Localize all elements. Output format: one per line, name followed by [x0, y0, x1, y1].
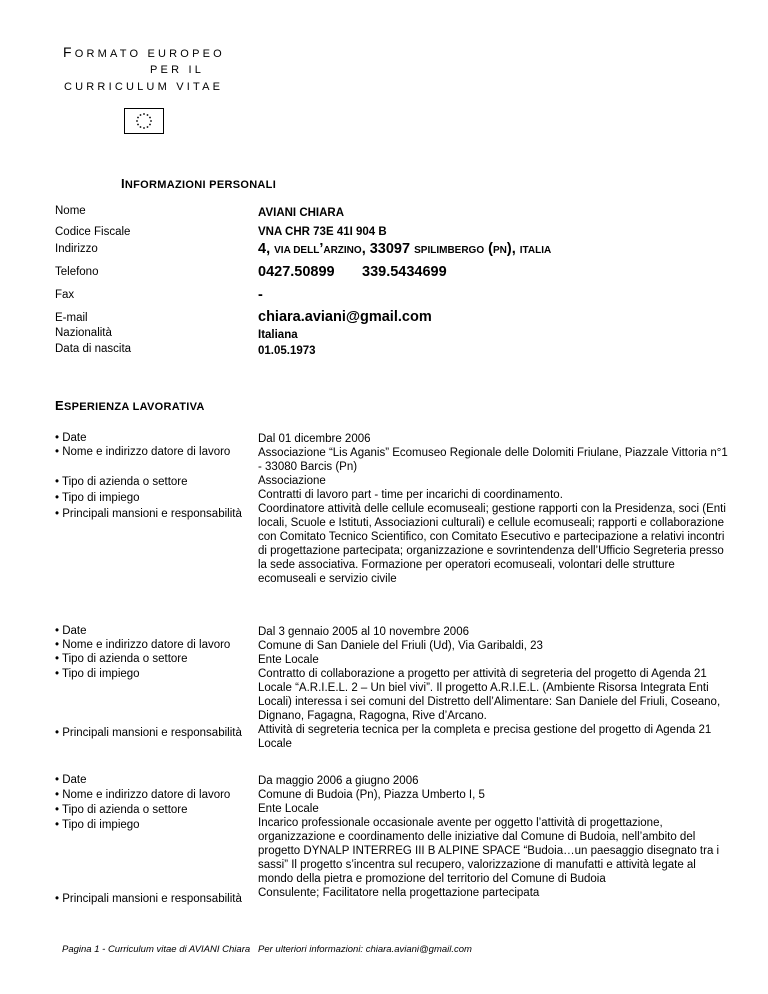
telefono-value-1: 0427.50899: [258, 264, 335, 280]
entry-1-date: Dal 01 dicembre 2006: [258, 433, 371, 445]
entry-1-values: [258, 432, 728, 586]
entry-2-employer-label: • Nome e indirizzo datore di lavoro: [55, 639, 231, 651]
email-value: chiara.aviani@gmail.com: [258, 309, 432, 325]
entry-2-type: Contratto di collaborazione a progetto per attività di segreteria del progetto di Agenda 21 Locale “A.R.I.E.L. 2 – Un biel vivi”. Il progetto A.R.I.E.L. (Ambiente Risorsa Integrata Enti Locali) interessa i sei comuni del Distretto dell’Alimentare: San Daniele del Friuli, Coseano, Dignano, Fagagna, Ragogna, Rive d’Arcano.: [258, 668, 721, 722]
footer-contact: Per ulteriori informazioni: chiara.aviani@gmail.com: [258, 944, 472, 955]
nome-value: AVIANI CHIARA: [258, 207, 345, 219]
nazionalita-label: Nazionalità: [55, 327, 112, 339]
entry-2-sector-label: • Tipo di azienda o settore: [55, 653, 188, 665]
header-line-1: FORMATO EUROPEO: [63, 44, 225, 60]
codice-fiscale-label: Codice Fiscale: [55, 226, 131, 238]
entry-1-sector: Associazione: [258, 475, 326, 487]
entry-2-values: [258, 625, 728, 751]
entry-1-duties-label: • Principali mansioni e responsabilità: [55, 508, 242, 520]
entry-1-type-label: • Tipo di impiego: [55, 492, 140, 504]
header-line-2: PER IL: [150, 64, 205, 76]
fax-label: Fax: [55, 289, 75, 301]
nazionalita-value: Italiana: [258, 329, 298, 341]
entry-1-type: Contratti di lavoro part - time per incarichi di coordinamento.: [258, 489, 563, 501]
entry-2-type-label: • Tipo di impiego: [55, 668, 140, 680]
data-nascita-value: 01.05.1973: [258, 345, 316, 357]
entry-2-duties-label: • Principali mansioni e responsabilità: [55, 727, 242, 739]
entry-3-values: [258, 774, 728, 900]
entry-3-duties: Consulente; Facilitatore nella progettazione partecipata: [258, 887, 540, 899]
email-label: E-mail: [55, 312, 88, 324]
fax-value: -: [258, 287, 263, 303]
entry-2-date-label: • Date: [55, 625, 87, 637]
entry-3-duties-label: • Principali mansioni e responsabilità: [55, 893, 242, 905]
entry-3-sector: Ente Locale: [258, 803, 319, 815]
codice-fiscale-value: VNA CHR 73E 41I 904 B: [258, 226, 387, 238]
entry-2-employer: Comune di San Daniele del Friuli (Ud), Via Garibaldi, 23: [258, 640, 543, 652]
entry-3-type-label: • Tipo di impiego: [55, 819, 140, 831]
entry-3-sector-label: • Tipo di azienda o settore: [55, 804, 188, 816]
entry-2-duties: Attività di segreteria tecnica per la completa e precisa gestione del progetto di Agenda 21 Locale: [258, 724, 712, 750]
telefono-label: Telefono: [55, 266, 99, 278]
nome-label: Nome: [55, 205, 86, 217]
entry-1-duties: Coordinatore attività delle cellule ecomuseali; gestione rapporti con la Presidenza, soci (Enti locali, Scuole e Istituti, Associazioni culturali) e cellule ecomuseali; rapporti e collaborazione con Comitato Tecnico Scientifico, con Comitato Esecutivo e partecipazione a relativi incontri di progettazione partecipata; organizzazione e sovrintendenza dell’Ufficio Segreteria presso la sede associativa. Formazione per operatori ecomuseali, volontari delle strutture ecomuseali e servizio civile: [258, 503, 726, 585]
header-line-3: CURRICULUM VITAE: [64, 81, 224, 93]
entry-1-employer: Associazione “Lis Aganis” Ecomuseo Regionale delle Dolomiti Friulane, Piazzale Vittoria n°1 - 33080 Barcis (Pn): [258, 447, 728, 473]
entry-1-employer-label: • Nome e indirizzo datore di lavoro: [55, 446, 231, 458]
data-nascita-label: Data di nascita: [55, 343, 132, 355]
indirizzo-label: Indirizzo: [55, 243, 98, 255]
entry-3-type: Incarico professionale occasionale avente per oggetto l’attività di progettazione, organizzazione e coordinamento delle iniziative dal Comune di Budoia, nell’ambito del progetto DYNALP INTERREG III B ALPINE SPACE “Budoia…un paesaggio disegnato tra i sassi” Il progetto s’incentra sul recupero, valorizzazione di manufatti e attività legate al mondo della pietra e promozione del territorio del Comune di Budoia: [258, 817, 720, 885]
entry-2-date: Dal 3 gennaio 2005 al 10 novembre 2006: [258, 626, 469, 638]
eu-flag-icon: [124, 108, 164, 134]
personal-info-title: INFORMAZIONI PERSONALI: [121, 176, 277, 191]
entry-3-date-label: • Date: [55, 774, 87, 786]
entry-2-sector: Ente Locale: [258, 654, 319, 666]
entry-1-sector-label: • Tipo di azienda o settore: [55, 476, 188, 488]
entry-3-employer: Comune di Budoia (Pn), Piazza Umberto I, 5: [258, 789, 485, 801]
indirizzo-value: 4, VIA DELL’ARZINO, 33097 SPILIMBERGO (PN), ITALIA: [258, 241, 552, 257]
entry-3-employer-label: • Nome e indirizzo datore di lavoro: [55, 789, 231, 801]
footer-page-info: Pagina 1 - Curriculum vitae di AVIANI Chiara: [62, 944, 251, 955]
experience-title: ESPERIENZA LAVORATIVA: [55, 398, 205, 413]
telefono-value-2: 339.5434699: [362, 264, 447, 280]
entry-3-date: Da maggio 2006 a giugno 2006: [258, 775, 419, 787]
entry-1-date-label: • Date: [55, 432, 87, 444]
